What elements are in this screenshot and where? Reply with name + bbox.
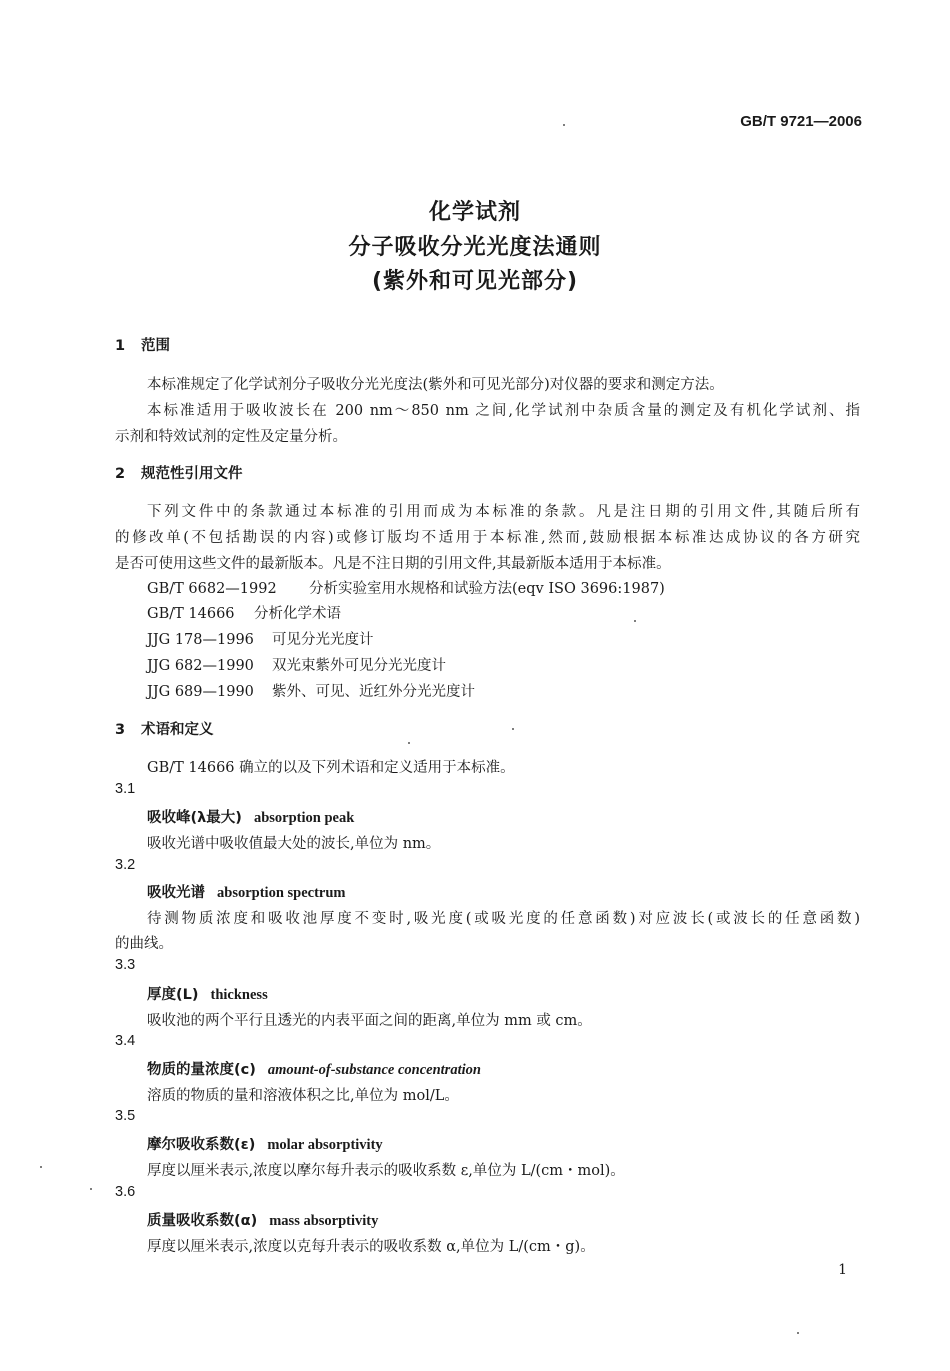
scan-speck: [90, 1188, 92, 1190]
reference-code: GB/T 6682—1992: [147, 581, 277, 597]
term-chinese: 摩尔吸收系数(ε): [147, 1137, 256, 1153]
section-number: 1: [115, 338, 126, 354]
section-number: 3: [115, 722, 126, 738]
title-line-3: (紫外和可见光部分): [371, 269, 579, 294]
reference-title: 可见分光光度计: [272, 632, 374, 648]
term-chinese: 物质的量浓度(c): [147, 1062, 256, 1078]
page-number: 1: [838, 1262, 847, 1278]
term-heading: [147, 806, 354, 827]
term-number: 3.4: [115, 1033, 136, 1049]
scan-speck: [408, 742, 410, 744]
scan-speck: [40, 1166, 42, 1168]
term-heading: [147, 1133, 383, 1154]
reference-code: GB/T 14666: [147, 606, 235, 622]
reference-item: [147, 602, 341, 623]
paragraph: 本标准适用于吸收波长在 200 nm～850 nm 之间,化学试剂中杂质含量的测定及有机化学试剂、指: [147, 403, 860, 419]
term-number: 3.5: [115, 1108, 136, 1124]
reference-item: [147, 577, 665, 598]
scan-speck: [797, 1332, 799, 1334]
term-chinese: 厚度(L): [147, 987, 199, 1003]
reference-title: 双光束紫外可见分光光度计: [272, 658, 446, 674]
reference-title: 分析实验室用水规格和试验方法(eqv ISO 3696:1987): [309, 581, 665, 597]
scan-speck: [634, 620, 636, 622]
reference-item: [147, 654, 446, 675]
reference-title: 分析化学术语: [254, 606, 341, 622]
section-title: 规范性引用文件: [141, 466, 243, 482]
term-heading: [147, 983, 268, 1004]
section-1-heading: [115, 334, 170, 355]
paragraph: 的修改单(不包括勘误的内容)或修订版均不适用于本标准,然而,鼓励根据本标准达成协议的各方研究: [115, 530, 860, 546]
reference-code: JJG 178—1996: [147, 632, 254, 648]
paragraph: 本标准规定了化学试剂分子吸收分光光度法(紫外和可见光部分)对仪器的要求和测定方法。: [147, 377, 724, 393]
term-heading: [147, 1058, 481, 1079]
term-english: thickness: [210, 987, 268, 1003]
term-english: absorption peak: [253, 810, 355, 826]
term-heading: [147, 1209, 378, 1230]
term-heading: [147, 881, 346, 902]
term-definition: 的曲线。: [115, 936, 173, 952]
paragraph: 示剂和特效试剂的定性及定量分析。: [115, 429, 347, 445]
term-english: molar absorptivity: [267, 1137, 383, 1153]
reference-title: 紫外、可见、近红外分光光度计: [272, 684, 475, 700]
scan-speck: [563, 124, 565, 126]
section-3-heading: [115, 718, 214, 739]
reference-code: JJG 689—1990: [147, 684, 254, 700]
term-english: amount-of-substance concentration: [267, 1062, 481, 1078]
paragraph: GB/T 14666 确立的以及下列术语和定义适用于本标准。: [147, 760, 515, 776]
term-number: 3.6: [115, 1184, 136, 1200]
paragraph: 下列文件中的条款通过本标准的引用而成为本标准的条款。凡是注日期的引用文件,其随后所有: [147, 504, 860, 520]
title-line-2: 分子吸收分光光度法通则: [348, 235, 602, 260]
term-number: 3.1: [115, 781, 136, 797]
term-definition: 待测物质浓度和吸收池厚度不变时,吸光度(或吸光度的任意函数)对应波长(或波长的任意函数): [147, 911, 860, 927]
reference-code: JJG 682—1990: [147, 658, 254, 674]
reference-item: [147, 628, 374, 649]
term-number: 3.3: [115, 957, 136, 973]
term-definition: 吸收光谱中吸收值最大处的波长,单位为 nm。: [147, 836, 441, 852]
term-english: absorption spectrum: [217, 885, 346, 901]
term-definition: 厚度以厘米表示,浓度以摩尔每升表示的吸收系数 ε,单位为 L/(cm・mol)。: [147, 1163, 625, 1179]
reference-item: [147, 680, 475, 701]
section-title: 范围: [141, 338, 170, 354]
scan-speck: [512, 728, 514, 730]
term-definition: 溶质的物质的量和溶液体积之比,单位为 mol/L。: [147, 1088, 459, 1104]
term-definition: 吸收池的两个平行且透光的内表平面之间的距离,单位为 mm 或 cm。: [147, 1013, 592, 1029]
section-title: 术语和定义: [141, 722, 214, 738]
term-chinese: 吸收峰(λ最大): [147, 810, 242, 826]
term-english: mass absorptivity: [269, 1213, 379, 1229]
section-2-heading: [115, 462, 243, 483]
term-number: 3.2: [115, 857, 136, 873]
term-chinese: 吸收光谱: [147, 885, 205, 901]
title-line-1: 化学试剂: [428, 200, 521, 225]
section-number: 2: [115, 466, 126, 482]
document-code: GB/T 9721—2006: [740, 113, 862, 130]
term-definition: 厚度以厘米表示,浓度以克每升表示的吸收系数 α,单位为 L/(cm・g)。: [147, 1239, 595, 1255]
paragraph: 是否可使用这些文件的最新版本。凡是不注日期的引用文件,其最新版本适用于本标准。: [115, 556, 671, 572]
term-chinese: 质量吸收系数(α): [147, 1213, 258, 1229]
